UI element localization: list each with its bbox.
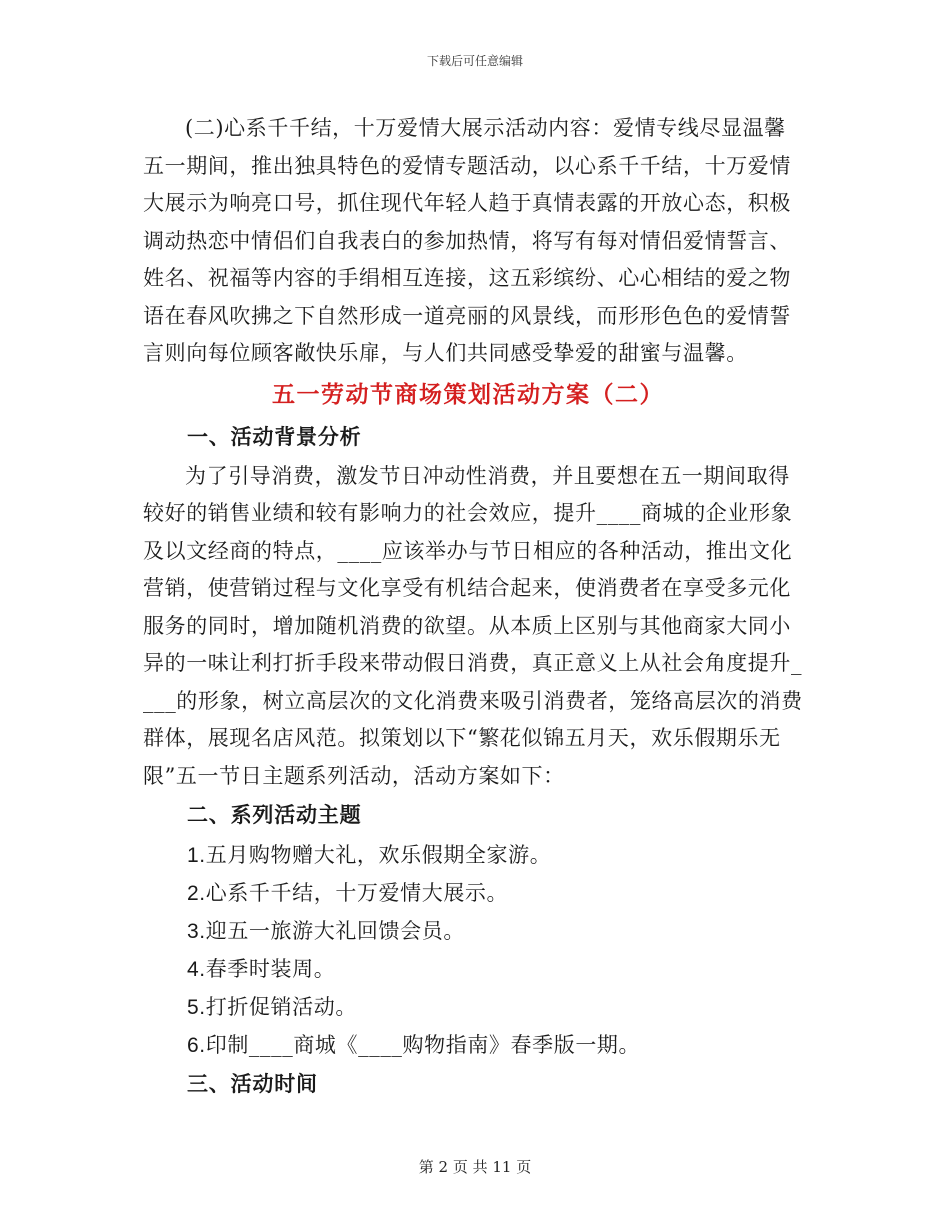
- paragraph-line: 言则向每位顾客敞快乐扉，与人们共同感受挚爱的甜蜜与温馨。: [143, 341, 748, 365]
- list-text: 印制____商城《____购物指南》春季版一期。: [205, 1033, 641, 1057]
- paragraph-line: 调动热恋中情侣们自我表白的参加热情，将写有每对情侣爱情誓言、: [143, 228, 791, 253]
- section-heading-themes: 二、系列活动主题: [187, 803, 362, 827]
- list-item: [143, 988, 803, 1026]
- paragraph-line: 异的一味让利打折手段来带动假日消费，真正意义上从社会角度提升_: [143, 651, 803, 675]
- list-text: 五月购物赠大礼，欢乐假期全家游。: [205, 843, 552, 867]
- document-title: 五一劳动节商场策划活动方案（二）: [272, 381, 664, 408]
- list-number: 2.: [187, 882, 206, 905]
- section-heading-time: 三、活动时间: [187, 1072, 318, 1096]
- list-item: [143, 1026, 803, 1064]
- paragraph-line: 较好的销售业绩和较有影响力的社会效应，提升____商城的企业形象: [143, 501, 793, 525]
- list-number: 1.: [187, 844, 206, 867]
- list-text: 打折促销活动。: [205, 995, 357, 1019]
- paragraph-line: 姓名、祝福等内容的手绢相互连接，这五彩缤纷、心心相结的爱之物: [143, 266, 791, 290]
- paragraph-line: 限”五一节日主题系列活动，活动方案如下：: [143, 763, 565, 788]
- list-number: 4.: [187, 958, 206, 981]
- paragraph-line: 为了引导消费，激发节日冲动性消费，并且要想在五一期间取得: [185, 463, 790, 488]
- list-number: 5.: [187, 996, 206, 1019]
- list-item: [143, 912, 803, 950]
- list-item: [143, 950, 803, 988]
- list-number: 6.: [187, 1034, 206, 1057]
- list-text: 迎五一旅游大礼回馈会员。: [205, 919, 465, 943]
- paragraph-line: 营销，使营销过程与文化享受有机结合起来，使消费者在享受多元化: [143, 576, 791, 600]
- paragraph-line: (二)心系千千结，十万爱情大展示活动内容：爱情专线尽显温馨: [185, 116, 786, 140]
- page-header: 下载后可任意编辑: [426, 54, 523, 68]
- paragraph-line: 群体，展现名店风范。拟策划以下“繁花似锦五月天，欢乐假期乐无: [143, 726, 781, 750]
- paragraph-line: 语在春风吹拂之下自然形成一道亮丽的风景线，而形形色色的爱情誓: [143, 303, 791, 328]
- paragraph-line: ___的形象，树立高层次的文化消费来吸引消费者，笼络高层次的消费: [143, 688, 803, 713]
- paragraph-line: 五一期间，推出独具特色的爱情专题活动，以心系千千结，十万爱情: [143, 153, 791, 178]
- section-heading-background: 一、活动背景分析: [187, 424, 362, 449]
- paragraph-line: 及以文经商的特点，____应该举办与节日相应的各种活动，推出文化: [143, 538, 793, 563]
- document-body: [143, 110, 803, 1105]
- paragraph-line: 服务的同时，增加随机消费的欲望。从本质上区别与其他商家大同小: [143, 613, 791, 638]
- list-text: 春季时装周。: [205, 957, 336, 981]
- list-text: 心系千千结，十万爱情大展示。: [205, 881, 509, 905]
- list-item: [143, 836, 803, 874]
- list-item: [143, 874, 803, 912]
- list-number: 3.: [187, 920, 206, 943]
- paragraph-line: 大展示为响亮口号，抓住现代年轻人趋于真情表露的开放心态，积极: [143, 191, 791, 215]
- page-footer: 第 2 页 共 11 页: [418, 1158, 532, 1176]
